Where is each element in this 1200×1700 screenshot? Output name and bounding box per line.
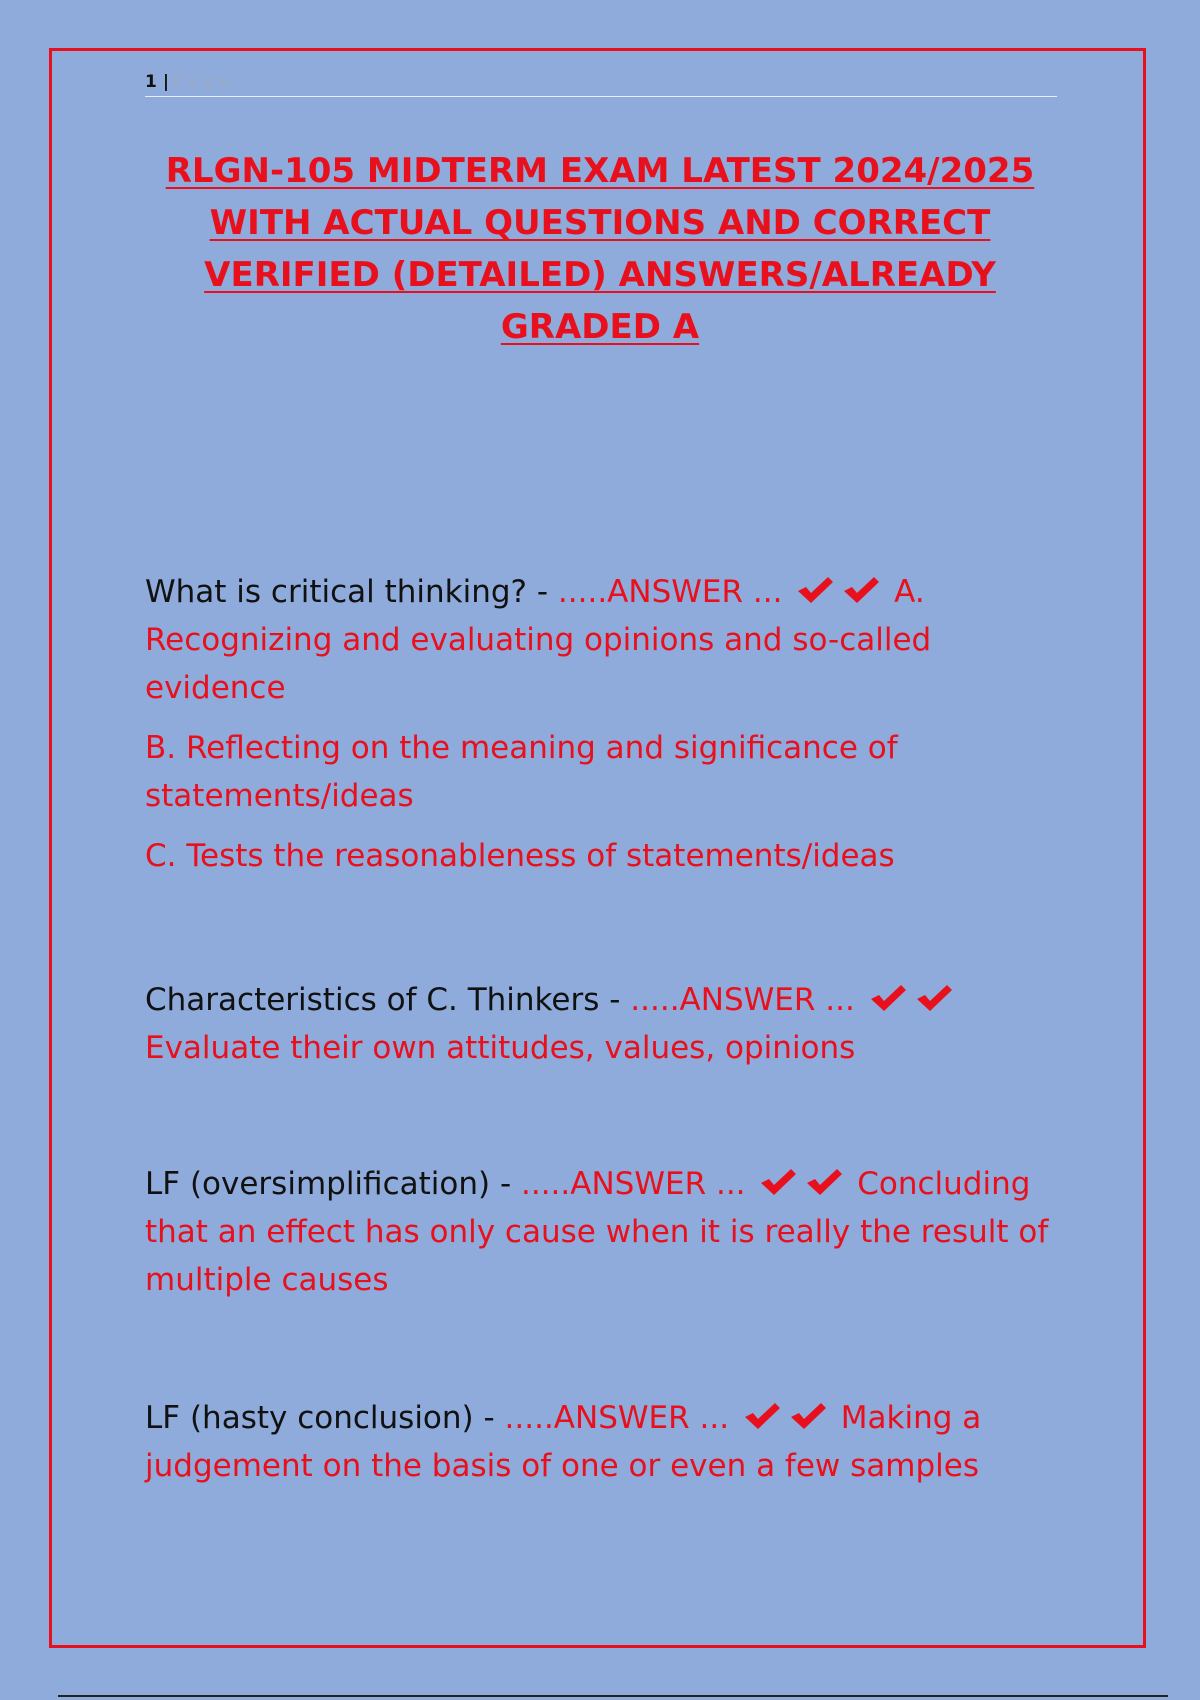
question-text: LF (hasty conclusion) - [145, 1400, 505, 1436]
question-text: What is critical thinking? - [145, 574, 558, 610]
qa-item-1 [145, 568, 1070, 880]
checkmark-icon [868, 982, 908, 1014]
qa-item-3 [145, 1160, 1070, 1304]
answer-text: Evaluate their own attitudes, values, opinions [145, 1030, 856, 1066]
page-number: 1 [145, 72, 157, 92]
answer-prefix: .....ANSWER ... [504, 1400, 739, 1436]
checkmark-icon [758, 1166, 798, 1198]
page-header [145, 70, 1057, 97]
qa-item-2 [145, 976, 1070, 1072]
checkmark-icon [788, 1400, 828, 1432]
question-text: Characteristics of C. Thinkers - [145, 982, 631, 1018]
checkmark-icon [795, 574, 835, 606]
checkmark-icon [742, 1400, 782, 1432]
answer-option-c: C. Tests the reasonableness of statements/ideas [145, 838, 895, 874]
bottom-rule [58, 1695, 1168, 1697]
document-title: RLGN-105 MIDTERM EXAM LATEST 2024/2025 WITH ACTUAL QUESTIONS AND CORRECT VERIFIED (DETAILED) ANSWERS/ALREADY GRADED A [165, 151, 1035, 347]
checkmark-icon [841, 574, 881, 606]
answer-text: A. Recognizing and evaluating opinions and so-called evidence [145, 574, 932, 706]
answer-text: Making a judgement on the basis of one or even a few samples [145, 1400, 982, 1484]
page-separator: | [162, 72, 170, 92]
answer-option-b: B. Reflecting on the meaning and significance of statements/ideas [145, 730, 898, 814]
page-label: Page [173, 72, 235, 92]
answer-text: Concluding that an effect has only cause when it is really the result of multiple causes [145, 1166, 1049, 1298]
answer-prefix: .....ANSWER ... [630, 982, 865, 1018]
question-text: LF (oversimplification) - [145, 1166, 521, 1202]
checkmark-icon [804, 1166, 844, 1198]
qa-item-4 [145, 1394, 1070, 1490]
answer-prefix: .....ANSWER ... [557, 574, 793, 610]
answer-prefix: .....ANSWER ... [520, 1166, 756, 1202]
checkmark-icon [914, 982, 954, 1014]
